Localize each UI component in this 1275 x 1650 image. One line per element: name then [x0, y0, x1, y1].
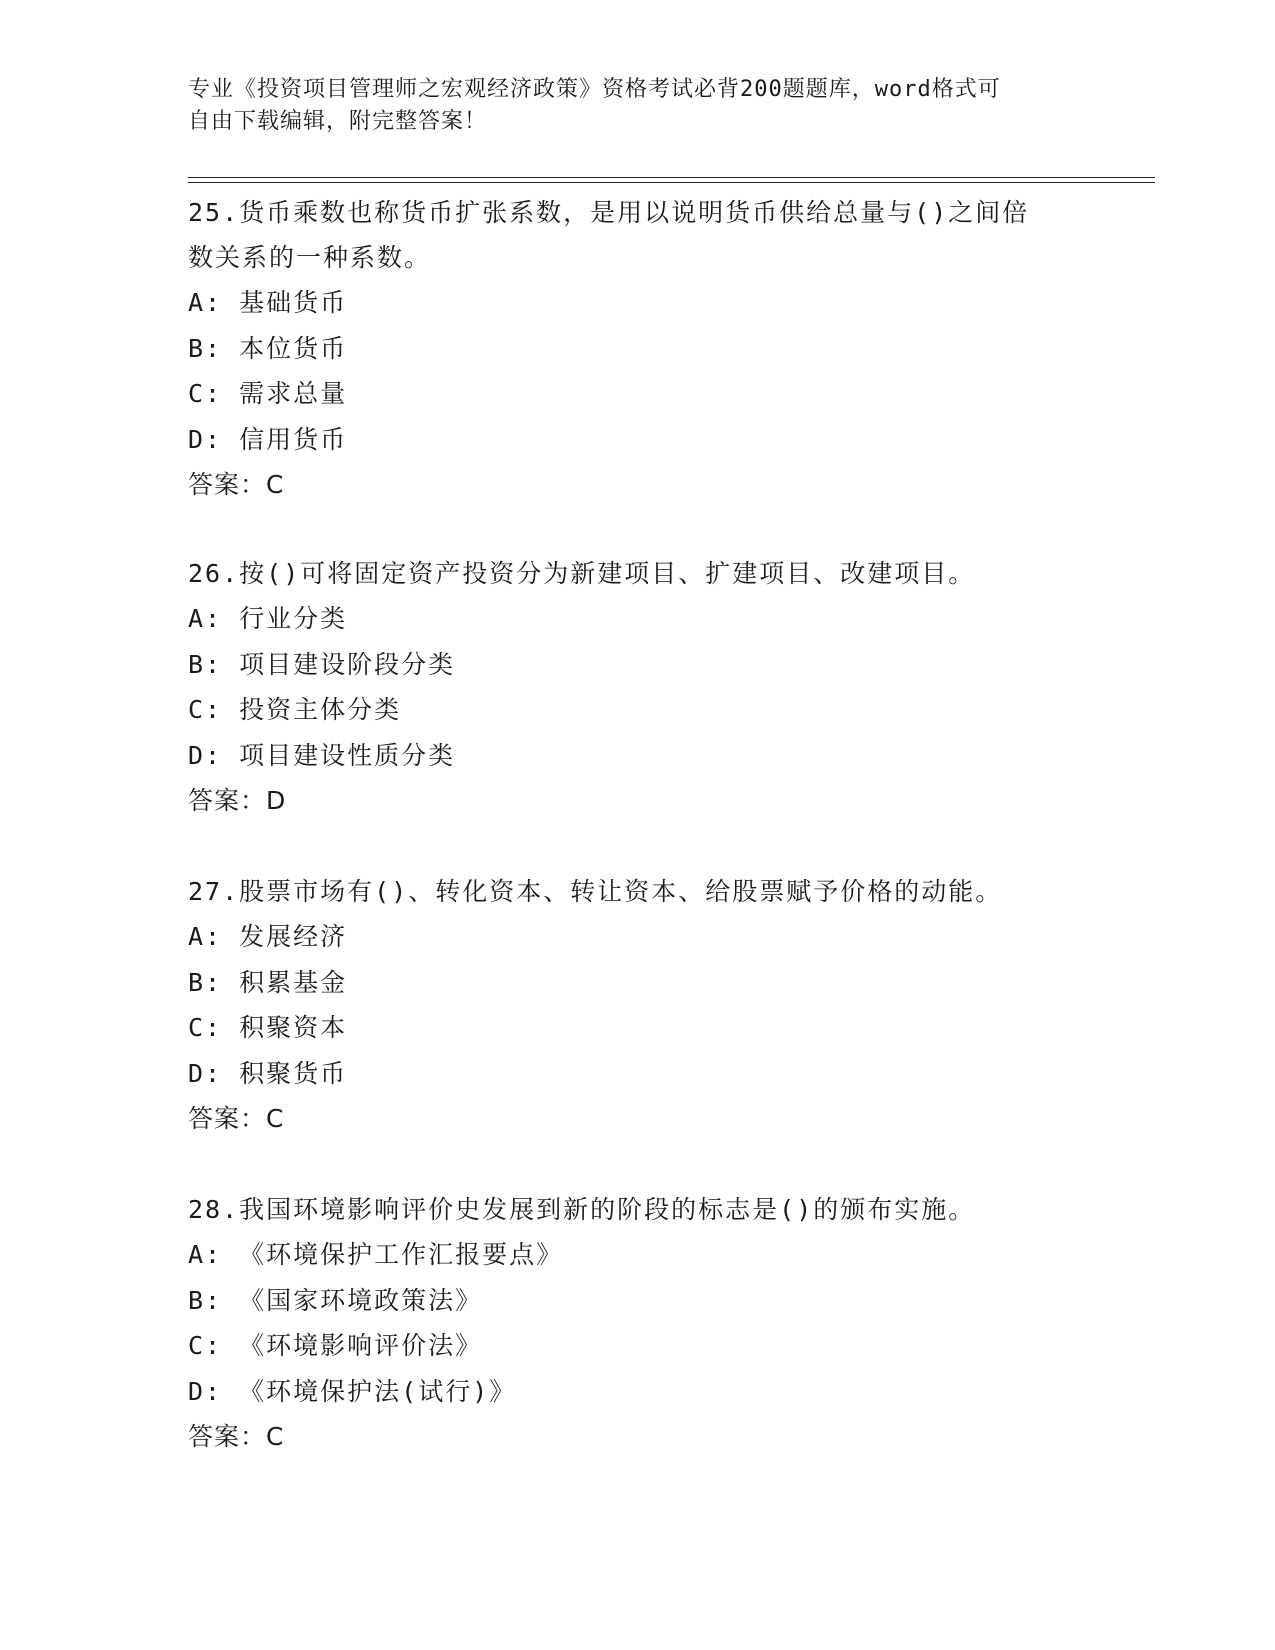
- option-c: C: 投资主体分类: [188, 695, 402, 724]
- header-line-2: 自由下载编辑，附完整答案！: [188, 109, 488, 134]
- question-27: [188, 869, 1088, 1142]
- option-c: C: 《环境影响评价法》: [188, 1331, 483, 1360]
- option-b: B: 本位货币: [188, 333, 348, 363]
- option-a: A: 发展经济: [188, 922, 348, 951]
- question-25: [188, 190, 1088, 508]
- option-b: B: 《国家环境政策法》: [188, 1285, 483, 1315]
- option-c: C: 需求总量: [188, 379, 348, 408]
- question-stem: 25.货币乘数也称货币扩张系数，是用以说明货币供给总量与()之间倍: [188, 198, 1030, 227]
- option-a: A: 基础货币: [188, 288, 348, 317]
- option-d: D: 《环境保护法(试行)》: [188, 1376, 517, 1406]
- question-stem: 27.股票市场有()、转化资本、转让资本、给股票赋予价格的动能。: [188, 877, 1003, 906]
- answer: 答案：D: [188, 786, 287, 815]
- option-a: A: 行业分类: [188, 604, 348, 633]
- header-line-1: 专业《投资项目管理师之宏观经济政策》资格考试必背200题题库，word格式可: [188, 77, 1001, 102]
- option-c: C: 积聚资本: [188, 1013, 348, 1042]
- header-divider-bottom: [188, 182, 1155, 183]
- option-d: D: 信用货币: [188, 424, 348, 454]
- option-d: D: 积聚货币: [188, 1058, 348, 1088]
- question-28: [188, 1187, 1088, 1460]
- option-b: B: 项目建设阶段分类: [188, 649, 456, 679]
- document-header: [188, 74, 1068, 138]
- option-d: D: 项目建设性质分类: [188, 740, 456, 770]
- option-a: A: 《环境保护工作汇报要点》: [188, 1240, 564, 1269]
- question-stem-continued: 数关系的一种系数。: [188, 243, 432, 272]
- question-26: [188, 551, 1088, 824]
- question-stem: 28.我国环境影响评价史发展到新的阶段的标志是()的颁布实施。: [188, 1195, 976, 1224]
- question-stem: 26.按()可将固定资产投资分为新建项目、扩建项目、改建项目。: [188, 559, 976, 588]
- answer: 答案：C: [188, 1422, 285, 1451]
- header-divider-top: [188, 177, 1155, 178]
- option-b: B: 积累基金: [188, 967, 348, 997]
- answer: 答案：C: [188, 470, 285, 499]
- answer: 答案：C: [188, 1104, 285, 1133]
